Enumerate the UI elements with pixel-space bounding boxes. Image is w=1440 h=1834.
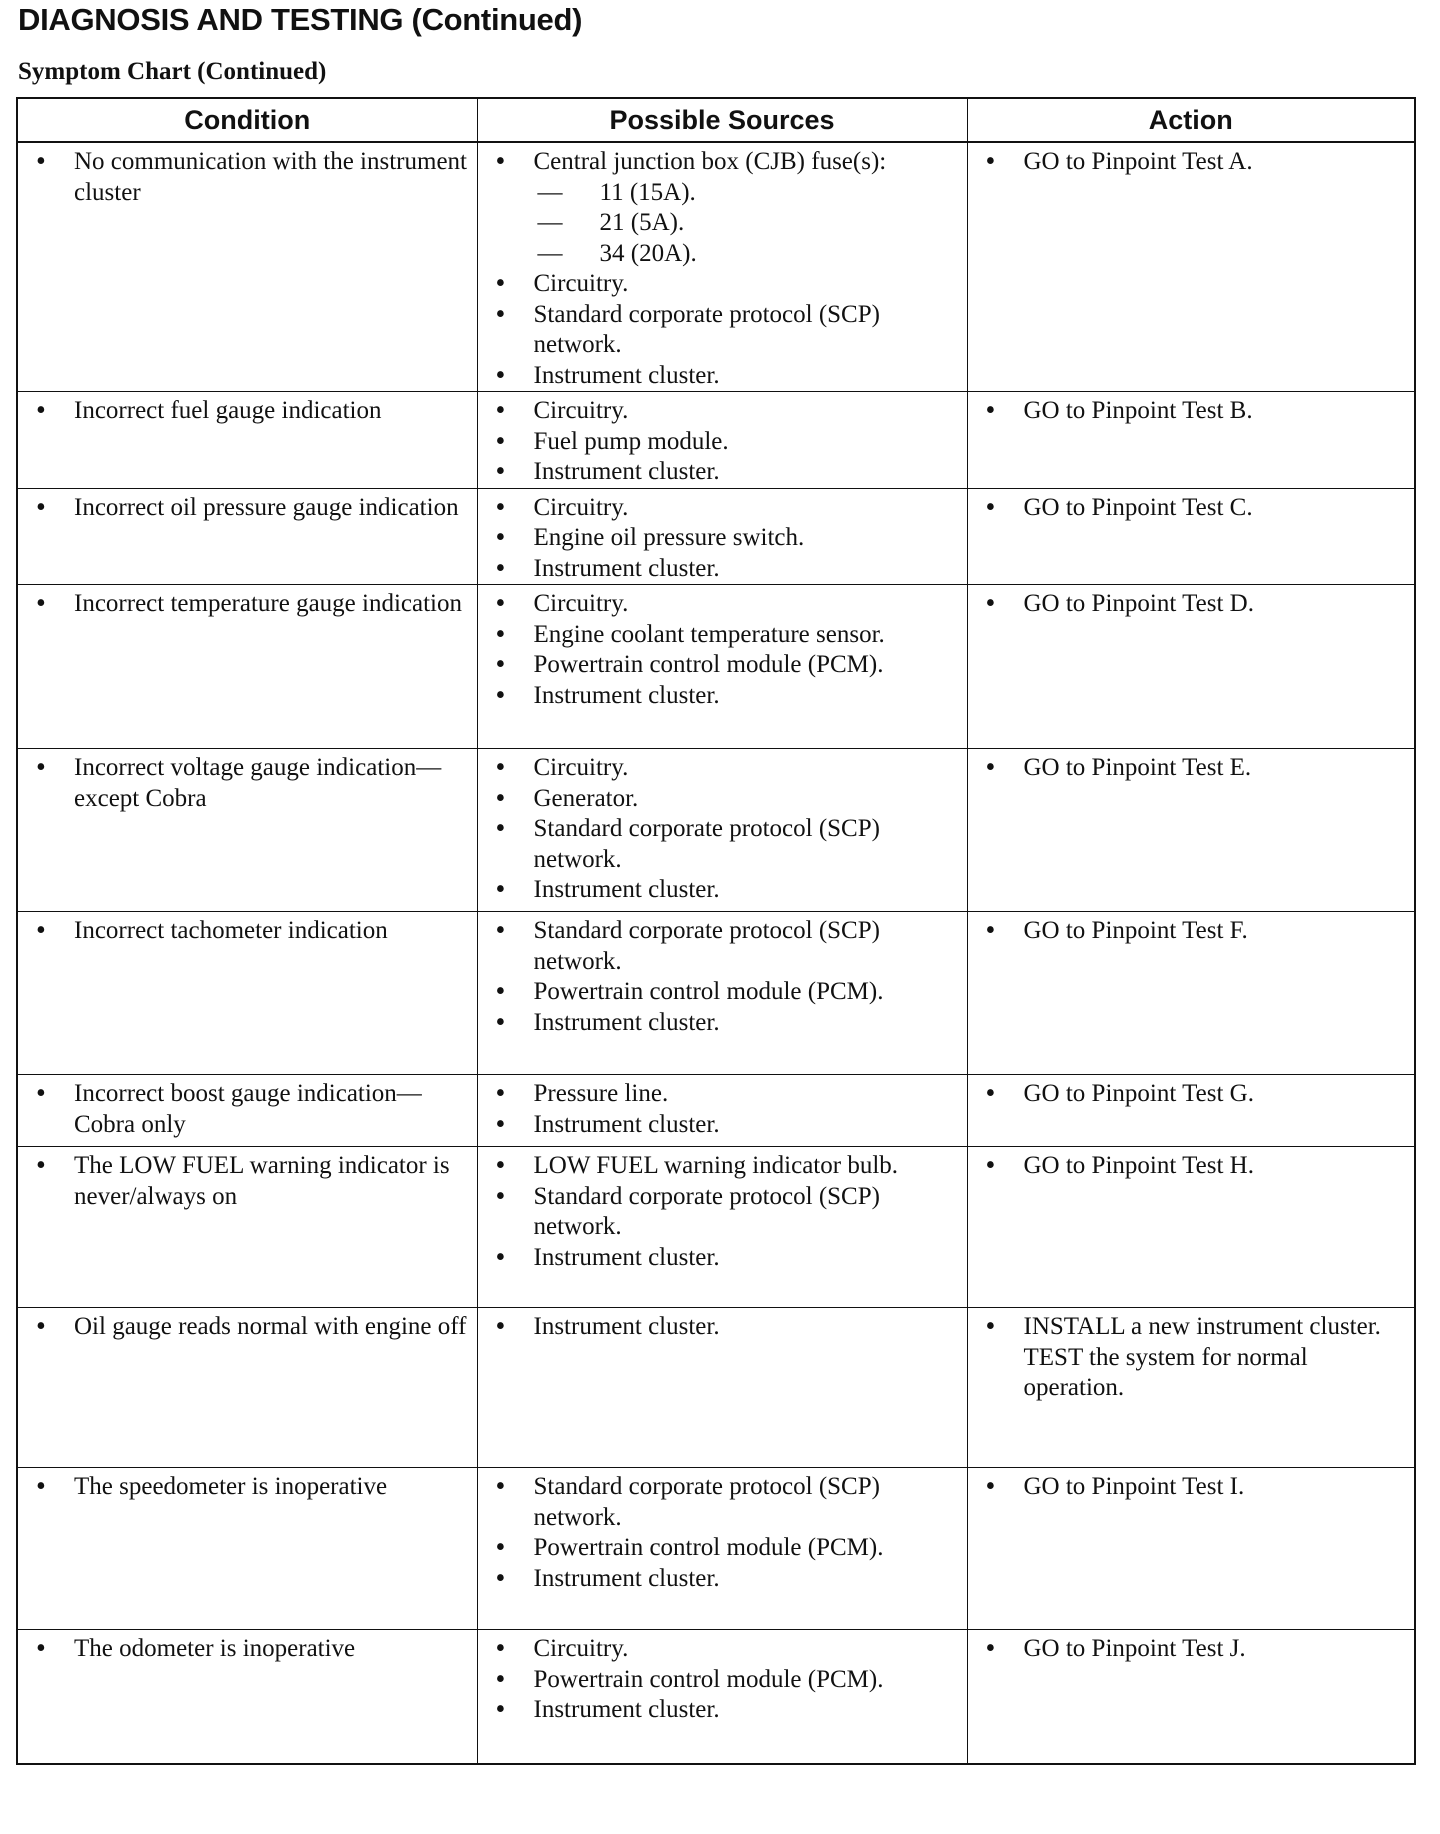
table-row <box>17 1075 1415 1147</box>
condition-text: • Incorrect oil pressure gauge indication <box>28 493 469 524</box>
action-text: • GO to Pinpoint Test E. <box>978 753 1407 784</box>
fuse-item: — 11 (15A). <box>534 178 959 209</box>
source-item: • Engine oil pressure switch. <box>488 523 959 554</box>
action-cell <box>967 1630 1415 1764</box>
table-row <box>17 912 1415 1075</box>
source-item: • Circuitry. <box>488 1634 959 1665</box>
condition-cell <box>17 1630 477 1764</box>
source-item: • Instrument cluster. <box>488 1243 959 1274</box>
source-item: • Instrument cluster. <box>488 1564 959 1595</box>
action-text: • GO to Pinpoint Test C. <box>978 493 1407 524</box>
source-item: • LOW FUEL warning indicator bulb. <box>488 1151 959 1182</box>
action-cell <box>967 142 1415 392</box>
source-item: • Instrument cluster. <box>488 457 959 488</box>
source-item: • Standard corporate protocol (SCP) network. <box>488 1472 959 1533</box>
condition-cell <box>17 392 477 489</box>
action-text: • GO to Pinpoint Test G. <box>978 1079 1407 1110</box>
source-item: • Standard corporate protocol (SCP) network. <box>488 300 959 361</box>
condition-text: • Incorrect temperature gauge indication <box>28 589 469 620</box>
condition-cell <box>17 142 477 392</box>
condition-text: • The odometer is inoperative <box>28 1634 469 1665</box>
condition-cell <box>17 1147 477 1308</box>
condition-text: • Incorrect fuel gauge indication <box>28 396 469 427</box>
source-item: • Pressure line. <box>488 1079 959 1110</box>
sources-cell <box>477 1468 967 1630</box>
table-row <box>17 585 1415 749</box>
table-header-row <box>17 98 1415 142</box>
chart-subheading: Symptom Chart (Continued) <box>18 58 327 85</box>
source-item: • Instrument cluster. <box>488 1312 959 1343</box>
source-item: • Circuitry. <box>488 753 959 784</box>
source-item: • Fuel pump module. <box>488 427 959 458</box>
column-header-condition: Condition <box>17 98 477 142</box>
action-text: • GO to Pinpoint Test B. <box>978 396 1407 427</box>
action-text: • GO to Pinpoint Test A. <box>978 147 1407 178</box>
condition-text: • The speedometer is inoperative <box>28 1472 469 1503</box>
source-item: • Powertrain control module (PCM). <box>488 1665 959 1696</box>
table-row <box>17 392 1415 489</box>
condition-text: • Oil gauge reads normal with engine off <box>28 1312 469 1343</box>
table-row <box>17 749 1415 912</box>
source-item: • Powertrain control module (PCM). <box>488 1533 959 1564</box>
condition-cell <box>17 585 477 749</box>
source-item: • Instrument cluster. <box>488 1110 959 1141</box>
source-item: • Instrument cluster. <box>488 1008 959 1039</box>
condition-text: • Incorrect tachometer indication <box>28 916 469 947</box>
action-text: • GO to Pinpoint Test D. <box>978 589 1407 620</box>
page-heading: DIAGNOSIS AND TESTING (Continued) <box>18 2 583 37</box>
source-item: • Generator. <box>488 784 959 815</box>
sources-cell <box>477 1630 967 1764</box>
condition-text: • The LOW FUEL warning indicator is never/always on <box>28 1151 469 1212</box>
action-text: • GO to Pinpoint Test J. <box>978 1634 1407 1665</box>
action-text: • INSTALL a new instrument cluster. TEST the system for normal operation. <box>978 1312 1407 1404</box>
sources-cell <box>477 1075 967 1147</box>
sources-cell <box>477 1308 967 1468</box>
condition-cell <box>17 1308 477 1468</box>
action-cell <box>967 1308 1415 1468</box>
source-text: Central junction box (CJB) fuse(s): <box>533 148 887 175</box>
action-text: • GO to Pinpoint Test F. <box>978 916 1407 947</box>
source-item: • Standard corporate protocol (SCP) network. <box>488 1182 959 1243</box>
table-row <box>17 142 1415 392</box>
action-cell <box>967 585 1415 749</box>
source-item: • Powertrain control module (PCM). <box>488 650 959 681</box>
source-item: • Circuitry. <box>488 493 959 524</box>
sources-cell <box>477 488 967 585</box>
fuse-item: — 21 (5A). <box>534 208 959 239</box>
sources-cell <box>477 585 967 749</box>
source-item: • Circuitry. <box>488 589 959 620</box>
condition-text: • No communication with the instrument cluster <box>28 147 469 208</box>
sources-cell <box>477 392 967 489</box>
action-text: • GO to Pinpoint Test H. <box>978 1151 1407 1182</box>
condition-cell <box>17 749 477 912</box>
symptom-chart-table <box>16 97 1416 1765</box>
column-header-action: Action <box>967 98 1415 142</box>
source-item: • Instrument cluster. <box>488 681 959 712</box>
action-cell <box>967 392 1415 489</box>
sources-cell <box>477 1147 967 1308</box>
source-item: • Standard corporate protocol (SCP) network. <box>488 814 959 875</box>
fuse-item: — 34 (20A). <box>534 239 959 270</box>
action-cell <box>967 912 1415 1075</box>
sources-cell <box>477 142 967 392</box>
source-item: • Powertrain control module (PCM). <box>488 977 959 1008</box>
condition-cell <box>17 912 477 1075</box>
table-row <box>17 488 1415 585</box>
action-cell <box>967 1147 1415 1308</box>
source-item: • Standard corporate protocol (SCP) network. <box>488 916 959 977</box>
source-item <box>488 147 959 269</box>
condition-cell <box>17 1075 477 1147</box>
source-item: • Instrument cluster. <box>488 361 959 392</box>
sources-cell <box>477 749 967 912</box>
sources-cell <box>477 912 967 1075</box>
action-cell <box>967 749 1415 912</box>
table-row <box>17 1147 1415 1308</box>
column-header-possible-sources: Possible Sources <box>477 98 967 142</box>
action-cell <box>967 1468 1415 1630</box>
source-item: • Circuitry. <box>488 396 959 427</box>
condition-cell <box>17 1468 477 1630</box>
action-cell <box>967 488 1415 585</box>
action-cell <box>967 1075 1415 1147</box>
condition-cell <box>17 488 477 585</box>
condition-text: • Incorrect boost gauge indication—Cobra only <box>28 1079 469 1140</box>
condition-text: • Incorrect voltage gauge indication—except Cobra <box>28 753 469 814</box>
source-item: • Circuitry. <box>488 269 959 300</box>
source-item: • Instrument cluster. <box>488 875 959 906</box>
table-row <box>17 1308 1415 1468</box>
table-row <box>17 1630 1415 1764</box>
source-item: • Instrument cluster. <box>488 554 959 585</box>
source-item: • Instrument cluster. <box>488 1695 959 1726</box>
table-row <box>17 1468 1415 1630</box>
source-item: • Engine coolant temperature sensor. <box>488 620 959 651</box>
action-text: • GO to Pinpoint Test I. <box>978 1472 1407 1503</box>
